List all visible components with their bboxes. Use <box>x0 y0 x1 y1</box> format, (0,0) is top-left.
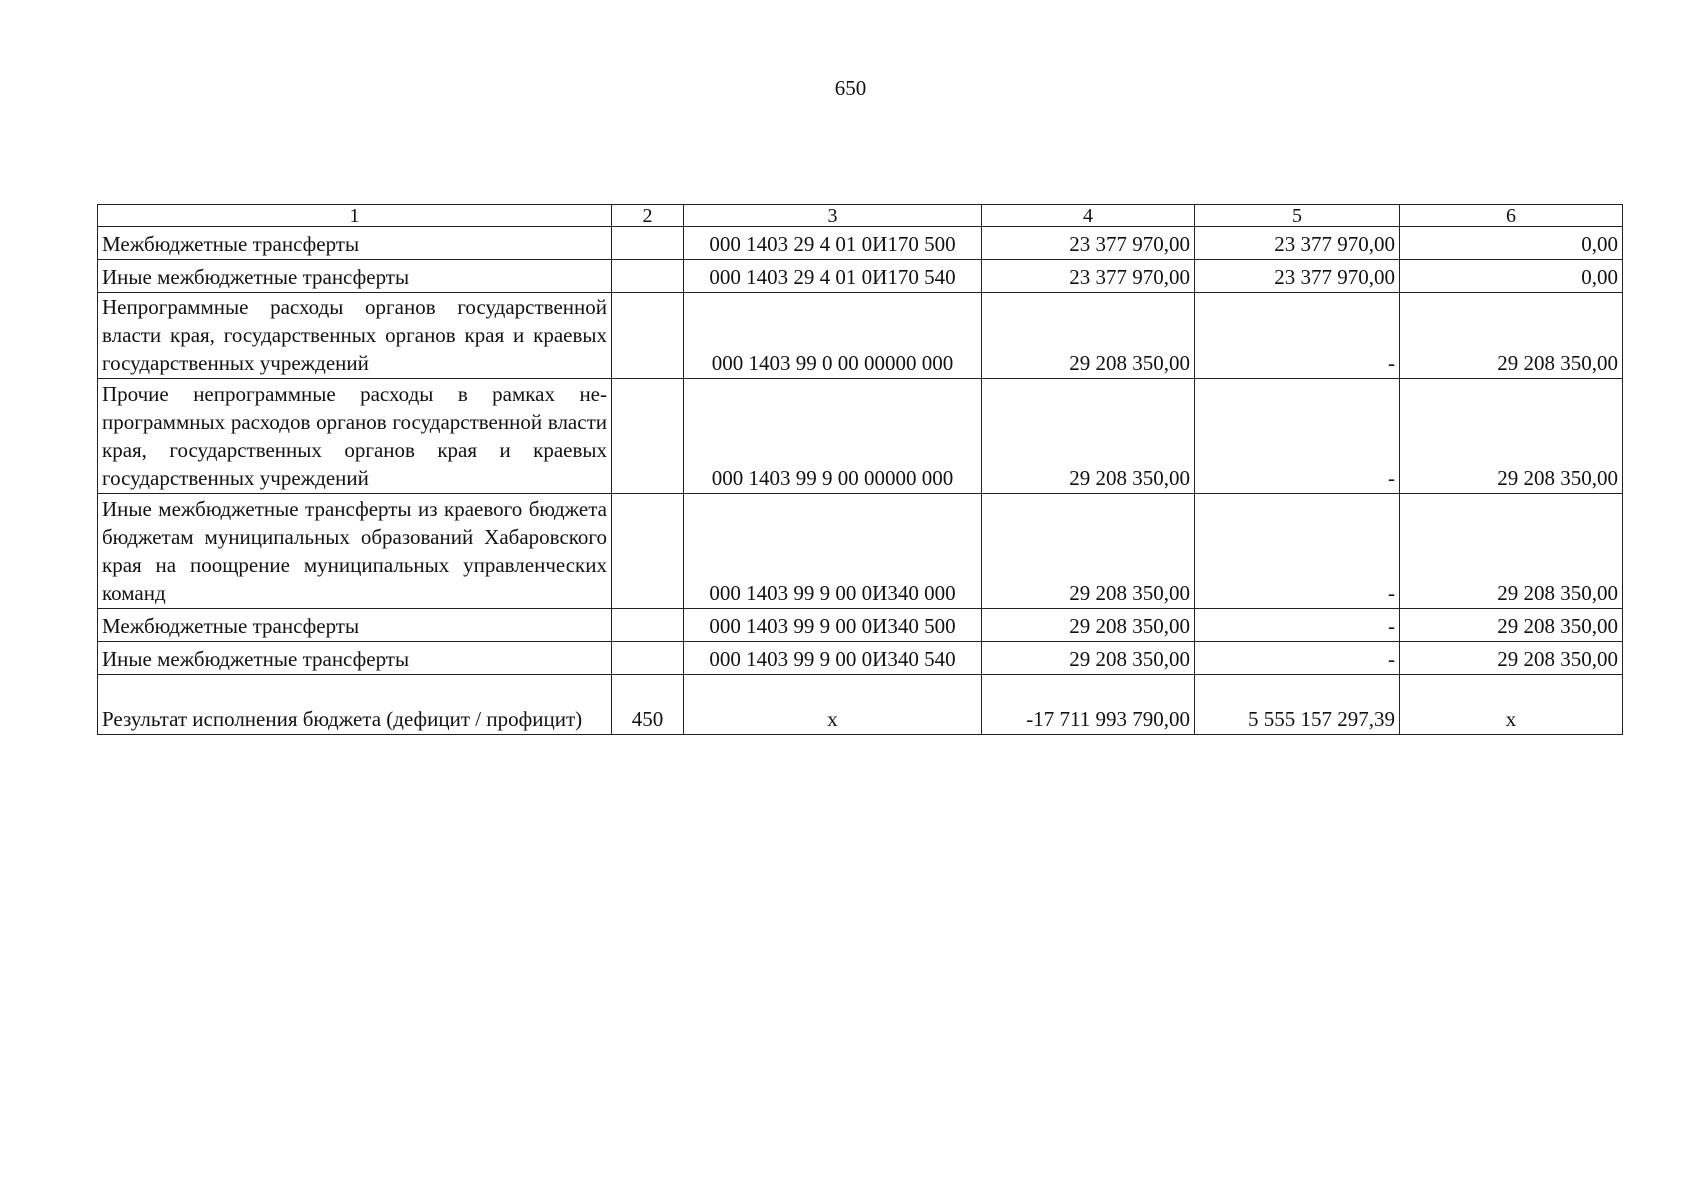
table-row <box>98 494 1623 609</box>
row-classification-code: 000 1403 29 4 01 0И170 540 <box>684 260 982 293</box>
row-unexecuted-amount: 0,00 <box>1400 227 1623 260</box>
row-classification-code: x <box>684 675 982 735</box>
row-classification-code: 000 1403 29 4 01 0И170 500 <box>684 227 982 260</box>
row-classification-code: 000 1403 99 9 00 0И340 500 <box>684 609 982 642</box>
row-approved-amount: 29 208 350,00 <box>982 642 1195 675</box>
column-header-5: 5 <box>1195 205 1400 227</box>
row-executed-amount: - <box>1195 293 1400 379</box>
budget-execution-table <box>97 204 1623 735</box>
table-row <box>98 227 1623 260</box>
table-row <box>98 642 1623 675</box>
row-approved-amount: 29 208 350,00 <box>982 293 1195 379</box>
row-executed-amount: - <box>1195 642 1400 675</box>
row-approved-amount: 23 377 970,00 <box>982 260 1195 293</box>
row-approved-amount: 29 208 350,00 <box>982 494 1195 609</box>
table-row <box>98 260 1623 293</box>
row-line-code <box>612 379 684 494</box>
column-header-2: 2 <box>612 205 684 227</box>
table-row <box>98 609 1623 642</box>
row-executed-amount: 23 377 970,00 <box>1195 227 1400 260</box>
row-executed-amount: - <box>1195 609 1400 642</box>
column-header-3: 3 <box>684 205 982 227</box>
row-executed-amount: 5 555 157 297,39 <box>1195 675 1400 735</box>
row-line-code <box>612 227 684 260</box>
row-executed-amount: 23 377 970,00 <box>1195 260 1400 293</box>
row-name: Прочие непрограммные расходы в рамках непрограммных расходов органов государственной власти края, государственных органов края и краевых государственных учреждений <box>98 379 612 494</box>
row-classification-code: 000 1403 99 0 00 00000 000 <box>684 293 982 379</box>
row-name: Непрограммные расходы органов государственной власти края, государственных органов края и краевых государственных учреждений <box>98 293 612 379</box>
row-name: Иные межбюджетные трансферты <box>98 260 612 293</box>
table-row <box>98 293 1623 379</box>
row-executed-amount: - <box>1195 494 1400 609</box>
row-unexecuted-amount: 29 208 350,00 <box>1400 494 1623 609</box>
row-line-code <box>612 494 684 609</box>
row-approved-amount: 29 208 350,00 <box>982 379 1195 494</box>
row-classification-code: 000 1403 99 9 00 0И340 540 <box>684 642 982 675</box>
table-row <box>98 675 1623 735</box>
row-name: Межбюджетные трансферты <box>98 609 612 642</box>
row-line-code <box>612 260 684 293</box>
row-approved-amount: -17 711 993 790,00 <box>982 675 1195 735</box>
row-name: Результат исполнения бюджета (дефицит / профицит) <box>98 675 612 735</box>
row-name: Иные межбюджетные трансферты <box>98 642 612 675</box>
row-approved-amount: 29 208 350,00 <box>982 609 1195 642</box>
header-row <box>98 205 1623 227</box>
column-header-6: 6 <box>1400 205 1623 227</box>
row-unexecuted-amount: 29 208 350,00 <box>1400 293 1623 379</box>
row-executed-amount: - <box>1195 379 1400 494</box>
row-unexecuted-amount: x <box>1400 675 1623 735</box>
row-line-code: 450 <box>612 675 684 735</box>
row-unexecuted-amount: 0,00 <box>1400 260 1623 293</box>
table-row <box>98 379 1623 494</box>
page-number: 650 <box>834 76 867 100</box>
row-unexecuted-amount: 29 208 350,00 <box>1400 609 1623 642</box>
row-name: Межбюджетные трансферты <box>98 227 612 260</box>
row-name: Иные межбюджетные трансферты из краевого бюджета бюджетам муниципальных образований Хабаровского края на поощрение муниципальных управленческих команд <box>98 494 612 609</box>
row-line-code <box>612 642 684 675</box>
row-unexecuted-amount: 29 208 350,00 <box>1400 379 1623 494</box>
column-header-4: 4 <box>982 205 1195 227</box>
row-line-code <box>612 609 684 642</box>
row-classification-code: 000 1403 99 9 00 0И340 000 <box>684 494 982 609</box>
row-unexecuted-amount: 29 208 350,00 <box>1400 642 1623 675</box>
row-approved-amount: 23 377 970,00 <box>982 227 1195 260</box>
row-line-code <box>612 293 684 379</box>
row-classification-code: 000 1403 99 9 00 00000 000 <box>684 379 982 494</box>
column-header-1: 1 <box>98 205 612 227</box>
